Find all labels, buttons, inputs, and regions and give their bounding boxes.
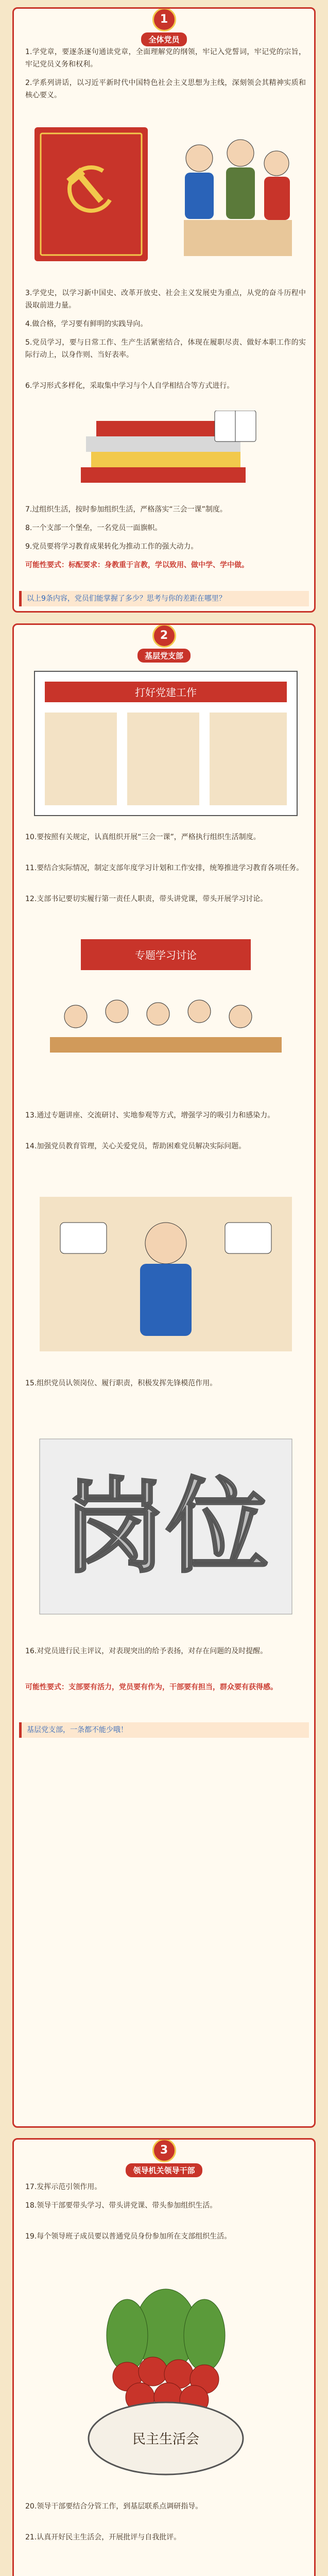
section-header bbox=[126, 624, 203, 660]
section-grassroots-branch bbox=[12, 623, 316, 2128]
computer-illustration bbox=[29, 2572, 302, 2576]
paragraph: 20.领导干部要结合分管工作，到基层联系点调研指导。 bbox=[25, 2502, 203, 2511]
paragraph: 18.领导干部要带头学习、带头讲党课、带头参加组织生活。 bbox=[25, 2201, 217, 2210]
paragraph: 19.每个领导班子成员要以普通党员身份参加所在支部组织生活。 bbox=[25, 2232, 232, 2241]
gangwei-text: 岗位 bbox=[62, 1467, 269, 1587]
highlight-text: 可能性要式：标配要求：身教重于言教，学以致用、做中学、学中做。 bbox=[25, 561, 249, 569]
book-icon bbox=[215, 411, 256, 442]
section-header bbox=[126, 2139, 203, 2175]
paragraph: 15.组织党员认领岗位、履行职责，积极发挥先锋模范作用。 bbox=[25, 1379, 217, 1387]
banner-text: 专题学习讨论 bbox=[135, 949, 197, 961]
section-number: 1 bbox=[152, 8, 176, 31]
section-leaders bbox=[12, 2138, 316, 2576]
party-book-illustration bbox=[29, 112, 302, 277]
section-title: 全体党员 bbox=[141, 32, 186, 46]
people-group bbox=[184, 140, 292, 256]
section-title: 基层党支部 bbox=[137, 649, 191, 663]
section-header bbox=[126, 8, 203, 44]
paragraph: 7.过组织生活，按时参加组织生活，严格落实“三会一课”制度。 bbox=[25, 505, 227, 514]
paragraph: 4.做合格，学习要有鲜明的实践导向。 bbox=[25, 320, 148, 328]
democratic-life-illustration bbox=[34, 2274, 297, 2490]
poster-board-illustration bbox=[29, 666, 302, 821]
book-cover bbox=[34, 127, 148, 261]
sign-text: 民主生活会 bbox=[132, 2432, 200, 2447]
gangwei-illustration bbox=[29, 1418, 302, 1635]
paragraph: 8.一个支部一个堡垒，一名党员一面旗帜。 bbox=[25, 524, 162, 532]
meeting-illustration bbox=[29, 934, 302, 1099]
paragraph: 14.加强党员教育管理，关心关爱党员，帮助困难党员解决实际问题。 bbox=[25, 1142, 246, 1150]
poster-title: 打好党建工作 bbox=[135, 686, 197, 699]
talk-illustration bbox=[29, 1181, 302, 1367]
paragraph: 3.学党史，以学习新中国史、改革开放史、社会主义发展史为重点，从党的奋斗历程中汲取前进力量。 bbox=[25, 289, 306, 310]
paragraph: 6.学习形式多样化，采取集中学习与个人自学相结合等方式进行。 bbox=[25, 382, 234, 390]
paragraph: 2.学系列讲话，以习近平新时代中国特色社会主义思想为主线，深刻领会其精神实质和核心要义。 bbox=[25, 79, 306, 99]
highlight-text: 可能性要式：支部要有活力，党员要有作为，干部要有担当，群众要有获得感。 bbox=[25, 1683, 278, 1691]
question-bar: 以上9条内容，党员们能掌握了多少？思考与你的差距在哪里？ bbox=[19, 591, 309, 606]
section-title: 领导机关领导干部 bbox=[126, 2163, 202, 2177]
paragraph: 5.党员学习，要与日常工作、生产生活紧密结合，体现在履职尽责、做好本职工作的实际行动上，以身作则、当好表率。 bbox=[25, 338, 306, 359]
paragraph: 10.要按照有关规定，认真组织开展“三会一课”，严格执行组织生活制度。 bbox=[25, 833, 261, 841]
section-all-members bbox=[12, 7, 316, 613]
paragraph: 11.要结合实际情况，制定支部年度学习计划和工作安排，统筹推进学习教育各项任务。 bbox=[25, 864, 304, 872]
paragraph: 9.党员要将学习教育成果转化为推动工作的强大动力。 bbox=[25, 543, 198, 551]
books-stack-illustration bbox=[60, 411, 271, 493]
paragraph: 16.对党员进行民主评议，对表现突出的给予表扬，对存在问题的及时提醒。 bbox=[25, 1647, 268, 1655]
question-bar: 基层党支部，一条都不能少哦！ bbox=[19, 1722, 309, 1738]
section-number: 2 bbox=[152, 624, 176, 648]
paragraph: 21.认真开好民主生活会，开展批评与自我批评。 bbox=[25, 2533, 181, 2541]
section-number: 3 bbox=[152, 2139, 176, 2162]
paragraph: 1.学党章，要逐条逐句通读党章，全面理解党的纲领，牢记入党誓词，牢记党的宗旨，牢记党员义务和权利。 bbox=[25, 48, 306, 69]
paragraph: 13.通过专题讲座、交流研讨、实地参观等方式，增强学习的吸引力和感染力。 bbox=[25, 1111, 275, 1120]
paragraph: 17.发挥示范引领作用。 bbox=[25, 2183, 102, 2191]
paragraph: 12.支部书记要切实履行第一责任人职责，带头讲党课，带头开展学习讨论。 bbox=[25, 895, 268, 903]
